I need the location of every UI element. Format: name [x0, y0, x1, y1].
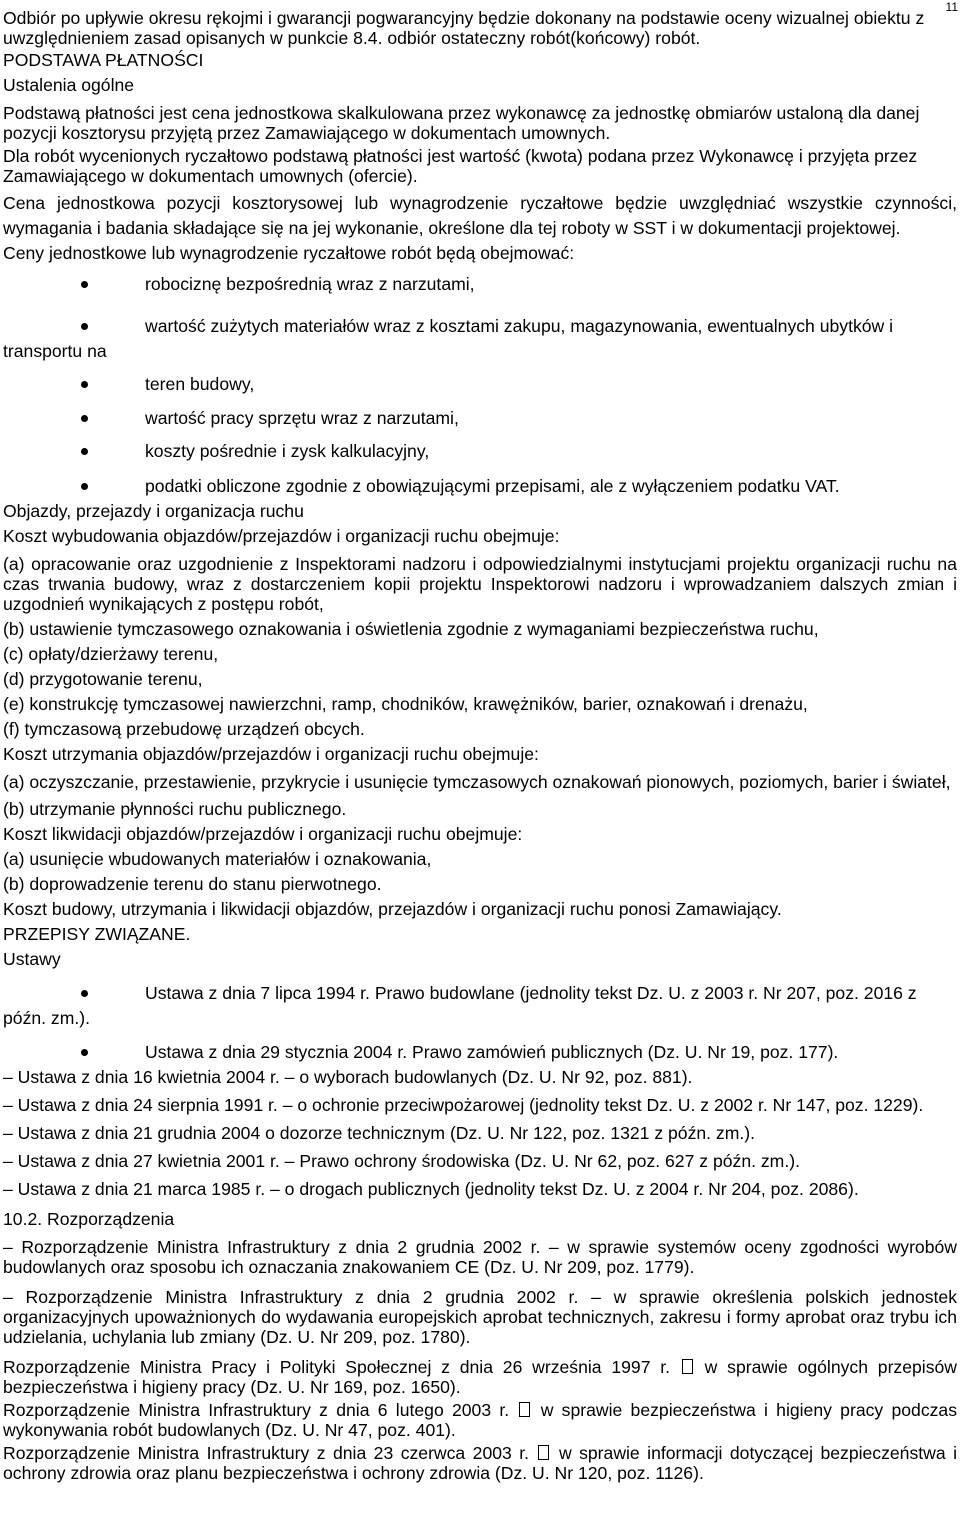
missing-glyph-icon	[519, 1402, 530, 1417]
build-item-d: (d) przygotowanie terenu,	[3, 669, 203, 689]
unit-price-paragraph: Cena jednostkowa pozycji kosztorysowej lub wynagrodzenie ryczałtowe będzie uwzględniać wszystkie czynności, wymagania i badania składające się na jej wykonanie, określone dla tej roboty w SST i w dokumentacji projektowej.	[3, 193, 957, 238]
build-item-f: (f) tymczasową przebudowę urządzeń obcych.	[3, 719, 365, 739]
list-item: teren budowy,	[3, 372, 957, 397]
build-item-c: (c) opłaty/dzierżawy terenu,	[3, 644, 219, 664]
subheading-general: Ustalenia ogólne	[3, 75, 135, 95]
missing-glyph-icon	[538, 1445, 549, 1460]
ordinance-item: Rozporządzenie Ministra Infrastruktury z dnia 23 czerwca 2003 r. w sprawie informacji dotyczącej bezpieczeństwa i ochrony zdrowia oraz planu bezpieczeństwa i ochrony zdrowia (Dz. U. Nr 120, poz. 1126).	[3, 1443, 957, 1483]
list-item: robociznę bezpośrednią wraz z narzutami,	[3, 272, 957, 297]
act-bullet-item: Ustawa z dnia 7 lipca 1994 r. Prawo budowlane (jednolity tekst Dz. U. z 2003 r. Nr 207, poz. 2016 z	[3, 981, 957, 1006]
maintenance-cost-paragraph: Koszt utrzymania objazdów/przejazdów i organizacji ruchu obejmuje:	[3, 744, 539, 764]
maintenance-item-b: (b) utrzymanie płynności ruchu publicznego.	[3, 799, 347, 819]
act-dash-item: – Ustawa z dnia 27 kwietnia 2001 r. – Prawo ochrony środowiska (Dz. U. Nr 62, poz. 627 z późn. zm.).	[3, 1151, 800, 1171]
liquidation-cost-paragraph: Koszt likwidacji objazdów/przejazdów i organizacji ruchu obejmuje:	[3, 824, 523, 844]
ordinance-item: Rozporządzenie Ministra Infrastruktury z dnia 6 lutego 2003 r. w sprawie bezpieczeństwa i higieny pracy podczas wykonywania robót budowlanych (Dz. U. Nr 47, poz. 401).	[3, 1400, 957, 1440]
maintenance-item-a: (a) oczyszczanie, przestawienie, przykrycie i usunięcie tymczasowych oznakowań pionowych, poziomych, barier i świateł,	[3, 772, 951, 792]
cost-bullet-list	[3, 272, 957, 499]
list-item: wartość pracy sprzętu wraz z narzutami,	[3, 406, 957, 431]
bullet-icon	[81, 990, 88, 997]
act-dash-item: – Ustawa z dnia 24 sierpnia 1991 r. – o ochronie przeciwpożarowej (jednolity tekst Dz. U. z 2002 r. Nr 147, poz. 1229).	[3, 1095, 924, 1115]
bullet-continuation: transportu na	[3, 341, 107, 361]
build-cost-paragraph: Koszt wybudowania objazdów/przejazdów i organizacji ruchu obejmuje:	[3, 526, 560, 546]
act-dash-item: – Ustawa z dnia 21 marca 1985 r. – o drogach publicznych (jednolity tekst Dz. U. z 2004 r. Nr 204, poz. 2086).	[3, 1179, 859, 1199]
build-item-a: (a) opracowanie oraz uzgodnienie z Inspektorami nadzoru i odpowiedzialnymi instytucjami projektu organizacji ruchu na czas trwania budowy, wraz z dostarczeniem kopii projektu Inspektorowi nadzoru i wprowadzaniem dalszych zmian i uzgodnień wynikających z postępu robót,	[3, 554, 957, 614]
page-number: 11	[945, 0, 958, 14]
subheading-ordinances: 10.2. Rozporządzenia	[3, 1209, 175, 1229]
bullet-icon	[81, 323, 88, 330]
list-item: wartość zużytych materiałów wraz z kosztami zakupu, magazynowania, ewentualnych ubytków i	[3, 314, 957, 339]
document-body	[3, 8, 957, 1483]
bullet-icon	[81, 381, 88, 388]
ordinance-item: Rozporządzenie Ministra Pracy i Polityki Społecznej z dnia 26 września 1997 r. w sprawie ogólnych przepisów bezpieczeństwa i higieny pracy (Dz. U. Nr 169, poz. 1650).	[3, 1357, 957, 1397]
section-heading-regulations: PRZEPISY ZWIĄZANE.	[3, 924, 191, 944]
bullet-icon	[81, 448, 88, 455]
ordinance-item: – Rozporządzenie Ministra Infrastruktury z dnia 2 grudnia 2002 r. – w sprawie określenia polskich jednostek organizacyjnych upoważnionych do wydawania europejskich aprobat technicznych, zakresu i formy aprobat oraz trybu ich udzielania, uchylania lub zmiany (Dz. U. Nr 209, poz. 1780).	[3, 1287, 957, 1347]
payment-basis-paragraph: Podstawą płatności jest cena jednostkowa skalkulowana przez wykonawcę za jednostkę obmiarów ustaloną dla danej pozycji kosztorysu przyjętą przez Zamawiającego w dokumentach umownych.	[3, 103, 920, 143]
bullet-icon	[81, 483, 88, 490]
subheading-acts: Ustawy	[3, 949, 61, 969]
bullet-icon	[81, 1049, 88, 1056]
act-bullet-continuation: późn. zm.).	[3, 1008, 91, 1028]
build-item-e: (e) konstrukcję tymczasowej nawierzchni, ramp, chodników, krawężników, barier, oznakowań i drenażu,	[3, 694, 808, 714]
cost-bearer-paragraph: Koszt budowy, utrzymania i likwidacji objazdów, przejazdów i organizacji ruchu ponosi Zamawiający.	[3, 899, 782, 919]
prices-include-paragraph: Ceny jednostkowe lub wynagrodzenie ryczałtowe robót będą obejmować:	[3, 243, 575, 263]
act-dash-item: – Ustawa z dnia 16 kwietnia 2004 r. – o wyborach budowlanych (Dz. U. Nr 92, poz. 881).	[3, 1067, 693, 1087]
liquidation-item-b: (b) doprowadzenie terenu do stanu pierwotnego.	[3, 874, 382, 894]
build-item-b: (b) ustawienie tymczasowego oznakowania i oświetlenia zgodnie z wymaganiami bezpieczeństwa ruchu,	[3, 619, 819, 639]
bullet-icon	[81, 281, 88, 288]
intro-paragraph: Odbiór po upływie okresu rękojmi i gwarancji pogwarancyjny będzie dokonany na podstawie oceny wizualnej obiektu z uwzględnieniem zasad opisanych w punkcie 8.4. odbiór ostateczny robót(końcowy) robót.	[3, 8, 925, 48]
section-heading-detours: Objazdy, przejazdy i organizacja ruchu	[3, 501, 304, 521]
liquidation-item-a: (a) usunięcie wbudowanych materiałów i oznakowania,	[3, 849, 432, 869]
section-heading-payment: PODSTAWA PŁATNOŚCI	[3, 50, 204, 70]
list-item: podatki obliczone zgodnie z obowiązującymi przepisami, ale z wyłączeniem podatku VAT.	[3, 474, 957, 499]
act-bullet-item: Ustawa z dnia 29 stycznia 2004 r. Prawo zamówień publicznych (Dz. U. Nr 19, poz. 177).	[3, 1040, 957, 1065]
ordinance-item: – Rozporządzenie Ministra Infrastruktury z dnia 2 grudnia 2002 r. – w sprawie systemów oceny zgodności wyrobów budowlanych oraz sposobu ich oznaczania znakowaniem CE (Dz. U. Nr 209, poz. 1779).	[3, 1237, 957, 1277]
lump-sum-paragraph: Dla robót wycenionych ryczałtowo podstawą płatności jest wartość (kwota) podana przez Wykonawcę i przyjęta przez Zamawiającego w dokumentach umownych (ofercie).	[3, 146, 918, 186]
bullet-icon	[81, 415, 88, 422]
act-dash-item: – Ustawa z dnia 21 grudnia 2004 o dozorze technicznym (Dz. U. Nr 122, poz. 1321 z późn. zm.).	[3, 1123, 756, 1143]
missing-glyph-icon	[682, 1359, 693, 1374]
list-item: koszty pośrednie i zysk kalkulacyjny,	[3, 439, 957, 464]
